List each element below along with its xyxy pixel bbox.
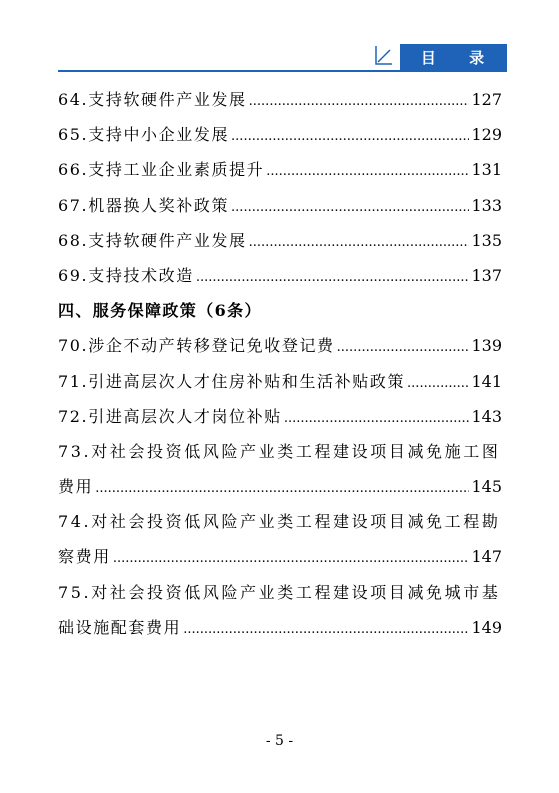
toc-page-number: 127 (471, 90, 502, 109)
toc-entry-label-line2-row (58, 469, 502, 504)
toc-entry-label-line1: 74.对社会投资低风险产业类工程建设项目减免工程勘 (58, 512, 501, 532)
toc-entry-label: 72.引进高层次人才岗位补贴 (58, 406, 282, 426)
toc-tab: 目 录 (400, 44, 507, 70)
toc-page-number: 133 (471, 195, 502, 215)
dot-leader (196, 260, 470, 295)
toc-entry-label: 70.涉企不动产转移登记免收登记费 (58, 336, 335, 356)
dot-leader (231, 190, 469, 225)
toc-entry[interactable] (58, 82, 502, 117)
toc-entry[interactable] (58, 117, 502, 152)
toc-entry-label: 66.支持工业企业素质提升 (58, 160, 265, 180)
toc-entry[interactable] (58, 364, 502, 399)
toc-page-number: 141 (471, 371, 502, 391)
toc-entry[interactable] (58, 328, 502, 363)
toc-entry-multiline[interactable] (58, 504, 502, 574)
toc-entry-multiline[interactable] (58, 575, 502, 645)
toc-entry-label-line2-row (58, 539, 502, 574)
dot-leader (284, 401, 470, 436)
toc-page-number: 129 (471, 125, 502, 145)
toc-entry[interactable] (58, 399, 502, 434)
toc-entry-label-line2: 础设施配套费用 (58, 617, 182, 637)
toc-page-number: 149 (471, 617, 502, 637)
toc-entry-label-line2: 察费用 (58, 547, 111, 567)
dot-leader (183, 612, 469, 647)
toc-entry-label: 69.支持技术改造 (58, 265, 194, 285)
toc-entry-label-line1: 75.对社会投资低风险产业类工程建设项目减免城市基 (58, 582, 501, 602)
toc-entry[interactable] (58, 258, 502, 293)
toc-entry-label-line2-row (58, 610, 502, 645)
corner-arrow-icon (372, 44, 394, 68)
toc-entry-label-line1: 73.对社会投资低风险产业类工程建设项目减免施工图 (58, 441, 501, 461)
toc-entry-multiline[interactable] (58, 434, 502, 504)
dot-leader (407, 366, 469, 401)
dot-leader (249, 225, 470, 260)
header-rule (58, 70, 507, 72)
dot-leader (231, 119, 469, 154)
dot-leader (95, 471, 469, 506)
toc-entry[interactable] (58, 152, 502, 187)
table-of-contents (58, 82, 502, 645)
dot-leader (113, 541, 470, 576)
toc-page-number: 131 (471, 160, 502, 180)
toc-entry-label-line2: 费用 (58, 477, 94, 497)
toc-page-number: 147 (471, 547, 502, 567)
toc-entry-label: 71.引进高层次人才住房补贴和生活补贴政策 (58, 371, 406, 391)
dot-leader (266, 154, 469, 189)
toc-page-number: 143 (471, 406, 502, 426)
toc-page-number: 137 (471, 265, 502, 285)
dot-leader (337, 330, 470, 365)
toc-page-number: 139 (471, 336, 502, 356)
page-number-footer: - 5 - (265, 733, 294, 749)
toc-entry-label: 68.支持软硬件产业发展 (58, 230, 247, 250)
toc-entry-label: 67.机器换人奖补政策 (58, 195, 230, 215)
section-heading: 四、服务保障政策（6条） (58, 301, 262, 321)
toc-entry[interactable] (58, 223, 502, 258)
dot-leader (249, 84, 470, 119)
page-header (0, 42, 559, 74)
toc-entry-label: 65.支持中小企业发展 (58, 125, 230, 145)
toc-page-number: 135 (471, 230, 502, 250)
toc-entry[interactable] (58, 188, 502, 223)
toc-page-number: 145 (471, 477, 502, 497)
toc-entry-label: 64.支持软硬件产业发展 (58, 90, 247, 109)
